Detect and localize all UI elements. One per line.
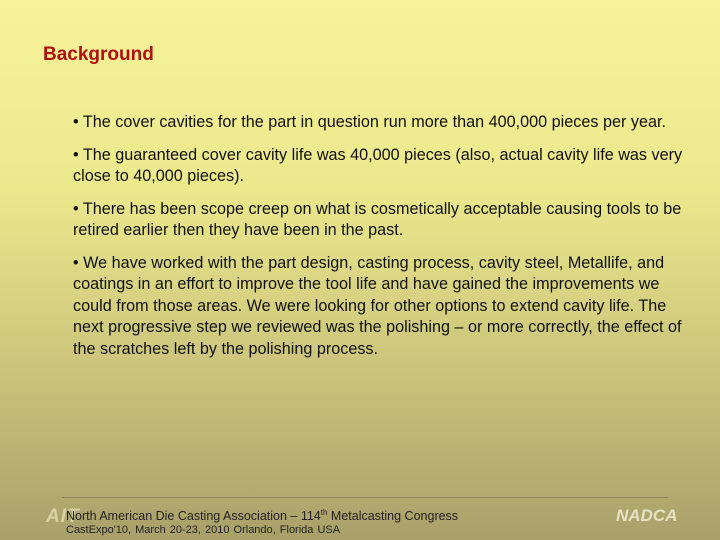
slide-title: Background — [43, 44, 154, 65]
footer-ordinal-suffix: th — [320, 508, 328, 517]
bullet-item: • The guaranteed cover cavity life was 40,000 pieces (also, actual cavity life was very close to 40,000 pieces). — [73, 145, 683, 185]
bullet-item: • The cover cavities for the part in question run more than 400,000 pieces per year. — [73, 113, 666, 131]
footer-association-text — [66, 508, 458, 523]
footer-association-name: North American Die Casting Association – 114 — [66, 509, 321, 524]
bullet-list — [73, 112, 693, 371]
footer-divider — [62, 497, 668, 498]
bullet-item: • There has been scope creep on what is cosmetically acceptable causing tools to be retired earlier then they have been in the past. — [73, 199, 682, 239]
footer-congress-name: Metalcasting Congress — [327, 509, 459, 524]
ait-logo: AIT — [46, 506, 80, 527]
bullet-item: • We have worked with the part design, casting process, cavity steel, Metallife, and coatings in an effort to improve the tool life and have gained the improvements we could from those areas. We were looking for other options to extend cavity life. The next progressive step we reviewed was the polishing – or more correctly, the effect of the scratches left by the polishing process. — [73, 253, 682, 358]
nadca-logo: NADCA — [616, 506, 678, 525]
footer-event-text: CastExpo'10, March 20-23, 2010 Orlando, Florida USA — [66, 524, 341, 536]
